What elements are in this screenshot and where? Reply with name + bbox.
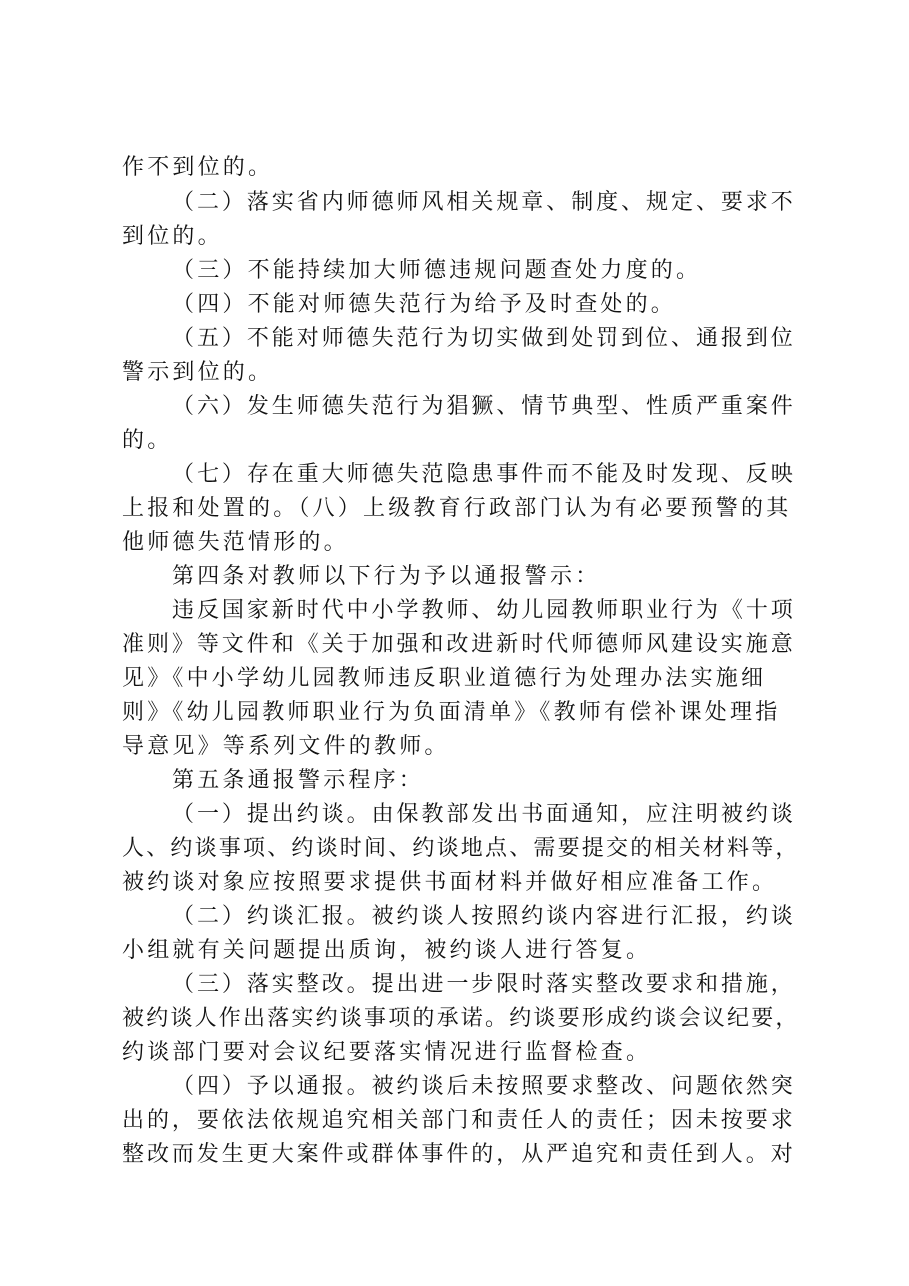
- text-line: （三）落实整改。提出进一步限时落实整改要求和措施，: [172, 972, 796, 997]
- text-line: 到位的。: [122, 224, 223, 249]
- text-line: （二）落实省内师德师风相关规章、制度、规定、要求不: [172, 190, 796, 215]
- text-line: 他师德失范情形的。: [122, 530, 349, 555]
- text-line: （五）不能对师德失范行为切实做到处罚到位、通报到位: [172, 326, 796, 351]
- text-line: 约谈部门要对会议纪要落实情况进行监督检查。: [122, 1040, 652, 1065]
- text-line: 出的，要依法依规追究相关部门和责任人的责任；因未按要求: [122, 1108, 796, 1133]
- text-line: 警示到位的。: [122, 360, 274, 385]
- text-line: 被约谈人作出落实约谈事项的承诺。约谈要形成约谈会议纪要，: [122, 1006, 800, 1031]
- text-line: 则》《幼儿园教师职业行为负面清单》《教师有偿补课处理指: [122, 700, 781, 725]
- text-line: 准则》等文件和《关于加强和改进新时代师德师风建设实施意: [122, 632, 796, 657]
- text-line: 第四条对教师以下行为予以通报警示：: [172, 564, 601, 589]
- text-line: （六）发生师德失范行为猖獗、情节典型、性质严重案件: [172, 394, 796, 419]
- text-line: （四）不能对师德失范行为给予及时查处的。: [172, 292, 677, 317]
- text-line: （一）提出约谈。由保教部发出书面通知，应注明被约谈: [172, 802, 796, 827]
- text-line: 第五条通报警示程序：: [172, 768, 425, 793]
- text-line: （四）予以通报。被约谈后未按照要求整改、问题依然突: [172, 1074, 796, 1099]
- text-line: （二）约谈汇报。被约谈人按照约谈内容进行汇报，约谈: [172, 904, 796, 929]
- text-line: 违反国家新时代中小学教师、幼儿园教师职业行为《十项: [172, 598, 796, 623]
- text-line: 人、约谈事项、约谈时间、约谈地点、需要提交的相关材料等，: [122, 836, 800, 861]
- text-line: 作不到位的。: [122, 155, 274, 180]
- text-line: （七）存在重大师德失范隐患事件而不能及时发现、反映: [172, 462, 796, 487]
- text-line: 整改而发生更大案件或群体事件的，从严追究和责任到人。对: [122, 1142, 796, 1167]
- text-line: 小组就有关问题提出质询，被约谈人进行答复。: [122, 938, 652, 963]
- text-line: （三）不能持续加大师德违规问题查处力度的。: [172, 258, 702, 283]
- text-line: 上报和处置的。（八）上级教育行政部门认为有必要预警的其: [122, 496, 792, 521]
- text-line: 被约谈对象应按照要求提供书面材料并做好相应准备工作。: [122, 870, 778, 895]
- text-line: 的。: [122, 428, 173, 453]
- text-line: 见》《中小学幼儿园教师违反职业道德行为处理办法实施细: [122, 666, 767, 691]
- text-line: 导意见》等系列文件的教师。: [122, 734, 450, 759]
